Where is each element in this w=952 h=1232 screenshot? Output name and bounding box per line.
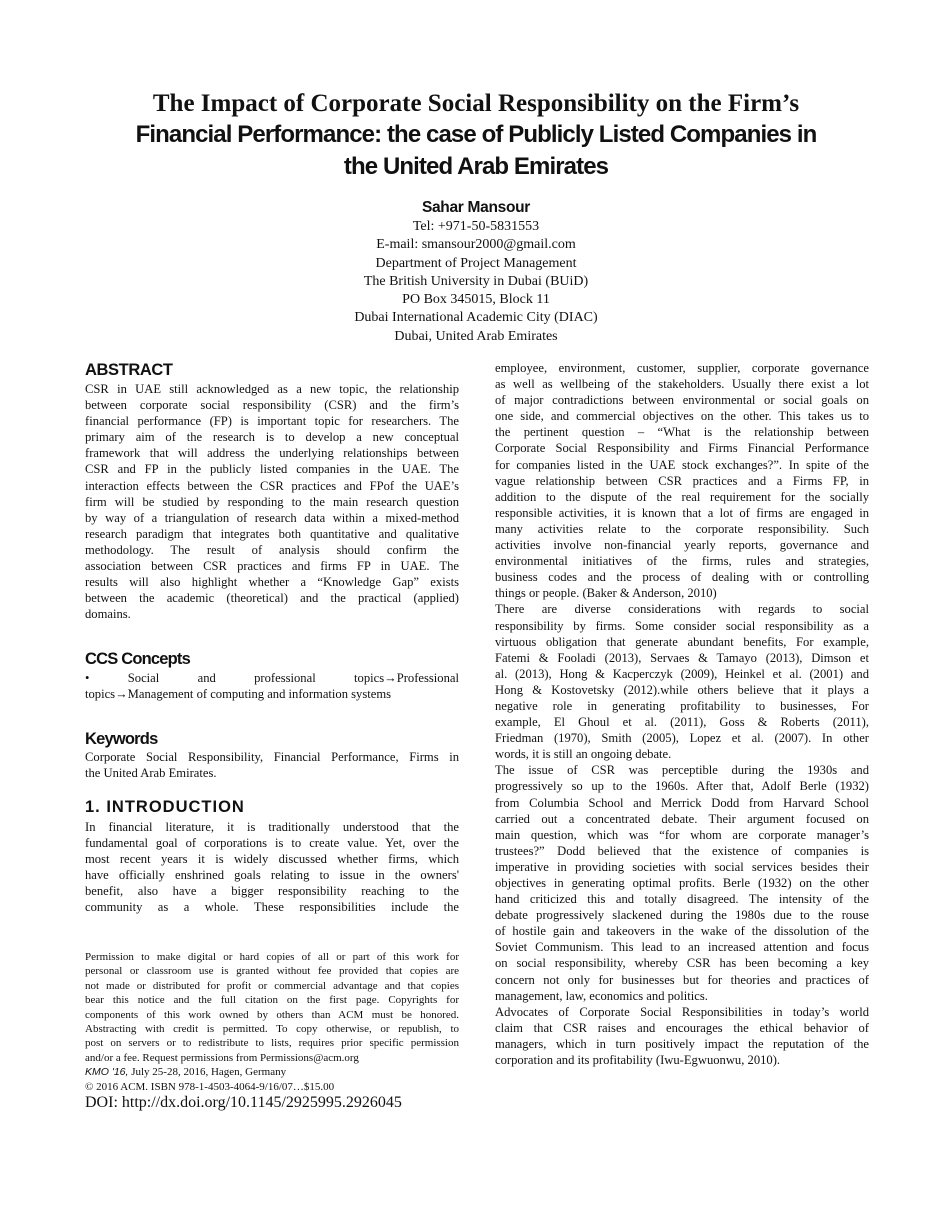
permission-line: not made or distributed for profit or commercial advantage and that copies <box>85 979 459 992</box>
paragraph-line: There are diverse considerations with regards to social <box>495 602 869 617</box>
doi-link[interactable]: DOI: http://dx.doi.org/10.1145/2925995.2926045 <box>85 1094 402 1111</box>
paragraph-line: environmental initiatives of the firms, rules and strategies, <box>495 554 869 569</box>
permission-notice <box>85 950 459 1094</box>
keywords-line: the United Arab Emirates. <box>85 766 217 781</box>
paragraph-line: managers, which in turn positively impact the reputation of the <box>495 1036 869 1051</box>
author-details <box>200 218 752 346</box>
paragraph-line: from Columbia School and Merrick Dodd from Harvard School <box>495 795 869 810</box>
paragraph-line: one side, and commercial objectives on the other. This takes us to <box>495 409 869 424</box>
paragraph-line: progressively so up to the 1960s. After that, Adolf Berle (1932) <box>495 779 869 794</box>
abstract-heading: ABSTRACT <box>85 361 173 379</box>
abstract-line: financial performance (FP) is important topic for researchers. The <box>85 414 459 429</box>
copyright-line: © 2016 ACM. ISBN 978-1-4503-4064-9/16/07…$15.00 <box>85 1080 335 1093</box>
keywords-line: Corporate Social Responsibility, Financial Performance, Firms in <box>85 750 459 764</box>
author-detail-line: Dubai International Academic City (DIAC) <box>354 310 598 326</box>
author-detail-line: Department of Project Management <box>375 255 577 271</box>
ccs-line: • Social and professional topics→Professional <box>85 671 459 685</box>
paragraph-line: as well as wellbeing of the stakeholders. Usually there exist a lot <box>495 377 869 392</box>
paragraph-line: imperative in providing societies with social services besides their <box>495 859 869 874</box>
abstract-line: CSR in UAE still acknowledged as a new topic, the relationship <box>85 382 459 396</box>
paragraph-line: responsibility by firms. Some consider social responsibility as a <box>495 618 869 633</box>
paragraph-line: Soviet Communism. This lead to an increased attention and focus <box>495 940 869 955</box>
permission-line: components of this work owned by others than ACM must be honored. <box>85 1008 459 1021</box>
right-column <box>495 360 869 1068</box>
paragraph-line: many activities relate to the corporate responsibility. Such <box>495 521 869 536</box>
author-detail-line: E-mail: smansour2000@gmail.com <box>376 237 576 253</box>
paragraph-line: Advocates of Corporate Social Responsibilities in today’s world <box>495 1004 869 1019</box>
paragraph-line: main question, which was “for whom are corporate manager’s <box>495 827 869 842</box>
paragraph-line: Corporate Social Responsibility and Firms Financial Performance <box>495 441 869 456</box>
conference-name: KMO '16, <box>85 1066 129 1079</box>
paragraph-line: Friedman (1970), Smith (2005), Lopez et al. (2007). In other <box>495 731 869 746</box>
paragraph-line: debate progressively slackened during the 1980s due to the rouse <box>495 908 869 923</box>
abstract-line: primary aim of the research is to develop a new conceptual <box>85 430 459 445</box>
paragraph-line: objectives in generating optimal profits. Berle (1932) on the other <box>495 876 869 890</box>
author-name: Sahar Mansour <box>421 199 531 216</box>
paragraph <box>495 360 869 601</box>
ccs-body <box>85 670 459 702</box>
author-detail-line: The British University in Dubai (BUiD) <box>363 273 589 289</box>
abstract-line: results will also highlight whether a “Knowledge Gap” exists <box>85 575 459 590</box>
abstract-line: between the academic (theoretical) and the practical (applied) <box>85 591 459 606</box>
introduction-heading: 1. INTRODUCTION <box>85 798 245 816</box>
paragraph-line: vague relationship between CSR practices and a Firms FP, in <box>495 473 869 488</box>
abstract-line: association between CSR practices and firms FP in UAE. The <box>85 559 459 574</box>
paragraph-line: business codes and the process of dealing with or controlling <box>495 570 869 585</box>
introduction-line: In financial literature, it is traditionally understood that the <box>85 820 459 834</box>
introduction-line: fundamental goal of corporations is to create value. Yet, over the <box>85 836 459 851</box>
permission-line: and/or a fee. Request permissions from Permissions@acm.org <box>85 1051 359 1064</box>
paragraph-line: management, law, economics and politics. <box>495 988 708 1003</box>
paragraph-line: example, El Ghoul et al. (2011), Goss & Roberts (2011), <box>495 715 869 730</box>
introduction-line: benefit, also have a bigger responsibility reaching to the <box>85 884 459 899</box>
title-line-1: The Impact of Corporate Social Responsibility on the Firm’s <box>152 90 800 117</box>
title-line-2-text: Financial Performance: the case of Publicly Listed Companies in <box>135 121 817 148</box>
paragraph <box>495 762 869 1003</box>
paragraph-line: of major contradictions between environmental or social goals on <box>495 393 869 408</box>
paragraph-line: activities involve non-financial yearly reports, governance and <box>495 538 869 553</box>
introduction-body <box>85 819 459 916</box>
permission-text <box>85 950 459 1065</box>
abstract-line: CSR and FP in the publicly listed companies in the UAE. The <box>85 462 459 477</box>
paragraph-line: trustees?” Dodd believed that the existence of companies is <box>495 843 869 858</box>
paragraph-line: responsible activities, it is known that a lot of firms are engaged in <box>495 505 869 520</box>
paragraph-line: words, it is still an ongoing debate. <box>495 747 672 762</box>
abstract-line: firm will be studied by responding to the main research question <box>85 494 459 509</box>
paragraph-line: al. (2013), Hong & Kacperczyk (2009), Heinkel et al. (2001) and <box>495 666 869 681</box>
paragraph-line: for companies listed in the UAE stock exchanges?”. In spite of the <box>495 457 869 472</box>
author-detail-line: PO Box 345015, Block 11 <box>402 292 550 308</box>
abstract-line: domains. <box>85 607 131 622</box>
conference-details: July 25-28, 2016, Hagen, Germany <box>128 1066 287 1079</box>
abstract-line: framework that will address the underlying relationships between <box>85 446 459 461</box>
author-detail-line: Dubai, United Arab Emirates <box>394 328 558 344</box>
paragraph-line: on social responsibility, whereby CSR has been becoming a key <box>495 956 869 971</box>
paragraph-line: employee, environment, customer, supplier, corporate governance <box>495 361 869 375</box>
introduction-line: have officially enshrined goals relating to issue in the owners' <box>85 868 459 883</box>
abstract-line: by way of a triangulation of research data within a mixed-method <box>85 510 459 525</box>
permission-line: personal or classroom use is granted without fee provided that copies are <box>85 965 459 978</box>
keywords-heading: Keywords <box>85 730 158 748</box>
abstract-line: interaction effects between the CSR practices and FPof the UAE’s <box>85 478 459 493</box>
ccs-heading: CCS Concepts <box>85 650 190 668</box>
paragraph-line: Fatemi & Fooladi (2013), Servaes & Tamayo (2013), Dimson et <box>495 650 869 665</box>
abstract-line: methodology. The result of analysis should confirm the <box>85 542 459 557</box>
paragraph-line: corporation and its profitability (Iwu-Egwuonwu, 2010). <box>495 1053 781 1068</box>
conference-line <box>85 1065 459 1079</box>
introduction-line: most recent years it is widely discussed whether firms, which <box>85 852 459 867</box>
paragraph-line: claim that CSR raises and encourages the ethical behavior of <box>495 1020 869 1035</box>
paragraph-line: concern not only for businesses but for theories and practices of <box>495 972 869 987</box>
permission-line: bear this notice and the full citation on the first page. Copyrights for <box>85 994 459 1007</box>
paragraph-line: of hostile gain and takeovers in the wake of the dissolution of the <box>495 924 869 939</box>
keywords-body <box>85 749 459 781</box>
ccs-line: topics→Management of computing and information systems <box>85 687 392 702</box>
paragraph-line: carried out a concentrated debate. Their argument focused on <box>495 811 869 826</box>
paragraph-line: things or people. (Baker & Anderson, 2010) <box>495 586 717 601</box>
paragraph-line: The issue of CSR was perceptible during the 1930s and <box>495 763 869 778</box>
permission-line: Permission to make digital or hard copies of all or part of this work for <box>85 951 459 963</box>
permission-line: Abstracting with credit is permitted. To copy otherwise, or republish, to <box>85 1022 459 1035</box>
abstract-line: research paradigm that integrates both quantitative and qualitative <box>85 526 459 541</box>
title-line-2 <box>40 119 912 183</box>
title-line-3-text: the United Arab Emirates <box>343 153 609 180</box>
paragraph-line: virtuous obligation that generate abundant benefits, For example, <box>495 634 869 649</box>
permission-line: post on servers or to redistribute to lists, requires prior specific permission <box>85 1037 459 1050</box>
author-detail-line: Tel: +971-50-5831553 <box>412 219 540 234</box>
paragraph-line: the pertinent question – “What is the relationship between <box>495 425 869 440</box>
author-block <box>200 198 752 346</box>
abstract-line: between corporate social responsibility (CSR) and the firm’s <box>85 398 459 413</box>
paragraph-line: negative role in generating profitability to businesses, For <box>495 698 869 713</box>
paragraph-line: hand criticized this and totally disagreed. The intensity of the <box>495 892 869 907</box>
introduction-line: community as a whole. These responsibilities include the <box>85 900 459 915</box>
paragraph <box>495 601 869 762</box>
paragraph-line: addition to the dispute of the real requirement for the socially <box>495 489 869 504</box>
paragraph <box>495 1004 869 1068</box>
paragraph-line: Hong & Kostovetsky (2012).while others believe that it plays a <box>495 682 869 697</box>
abstract-body <box>85 381 459 622</box>
